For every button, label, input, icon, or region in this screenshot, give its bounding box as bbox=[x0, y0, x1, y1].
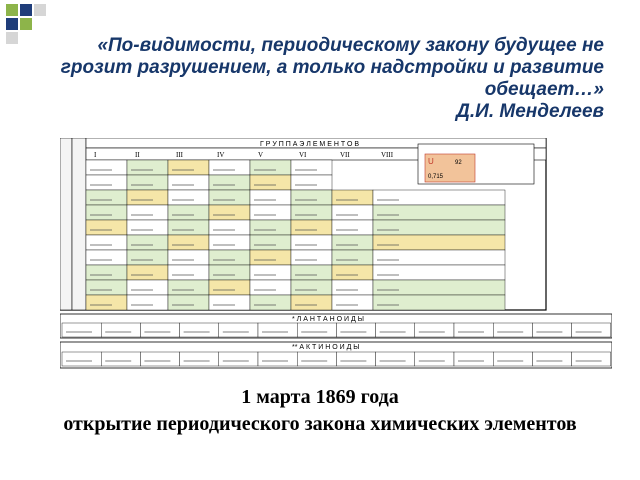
element-cell bbox=[291, 205, 332, 220]
element-cell bbox=[209, 190, 250, 205]
element-cell bbox=[250, 235, 291, 250]
element-cell bbox=[168, 250, 209, 265]
element-cell bbox=[250, 295, 291, 310]
discovery-date: 1 марта 1869 года bbox=[241, 386, 399, 408]
quote-author: Д.И. Менделеев bbox=[456, 101, 604, 122]
element-cell bbox=[332, 250, 373, 265]
element-cell bbox=[209, 160, 250, 175]
element-cell bbox=[250, 160, 291, 175]
element-cell bbox=[168, 175, 209, 190]
element-cell bbox=[127, 160, 168, 175]
element-cell bbox=[291, 250, 332, 265]
element-cell bbox=[209, 265, 250, 280]
series-cell bbox=[62, 352, 101, 366]
element-cell bbox=[168, 160, 209, 175]
element-cell bbox=[168, 265, 209, 280]
series-cell bbox=[140, 352, 179, 366]
series-cell bbox=[297, 352, 336, 366]
decor-square bbox=[6, 18, 18, 30]
decor-square bbox=[20, 4, 32, 16]
series-cell bbox=[532, 323, 571, 337]
series-cell bbox=[493, 323, 532, 337]
element-cell bbox=[332, 280, 373, 295]
group-label: I bbox=[94, 151, 97, 159]
element-cell bbox=[209, 280, 250, 295]
decor-square bbox=[6, 4, 18, 16]
element-cell bbox=[373, 280, 505, 295]
svg-text:0,715: 0,715 bbox=[428, 174, 444, 180]
element-cell bbox=[373, 220, 505, 235]
element-cell bbox=[127, 280, 168, 295]
element-cell bbox=[250, 220, 291, 235]
element-cell bbox=[168, 190, 209, 205]
series-cell bbox=[258, 352, 297, 366]
element-cell bbox=[373, 235, 505, 250]
series-cell bbox=[376, 352, 415, 366]
series-cell bbox=[532, 352, 571, 366]
element-cell bbox=[209, 205, 250, 220]
element-cell bbox=[86, 175, 127, 190]
discovery-subtitle: открытие периодического закона химических элементов bbox=[63, 413, 577, 435]
series-cell bbox=[101, 323, 140, 337]
group-label: VI bbox=[299, 151, 307, 159]
element-cell bbox=[168, 235, 209, 250]
element-cell bbox=[209, 235, 250, 250]
series-cell bbox=[140, 323, 179, 337]
element-cell bbox=[250, 190, 291, 205]
series-cell bbox=[180, 352, 219, 366]
element-cell bbox=[291, 190, 332, 205]
series-cell bbox=[62, 323, 101, 337]
decor-square bbox=[20, 18, 32, 30]
element-cell bbox=[250, 265, 291, 280]
element-cell bbox=[127, 190, 168, 205]
series-cell bbox=[336, 352, 375, 366]
element-cell bbox=[86, 295, 127, 310]
series-cell bbox=[376, 323, 415, 337]
element-cell bbox=[250, 280, 291, 295]
element-cell bbox=[209, 220, 250, 235]
series-cell bbox=[219, 323, 258, 337]
series-cell bbox=[454, 352, 493, 366]
series-cell bbox=[454, 323, 493, 337]
element-cell bbox=[373, 190, 505, 205]
series-cell bbox=[493, 352, 532, 366]
series-cell bbox=[415, 323, 454, 337]
element-cell bbox=[332, 265, 373, 280]
element-cell bbox=[373, 265, 505, 280]
actinides-title: ** А К Т И Н О И Д Ы bbox=[292, 344, 360, 351]
series-cell bbox=[219, 352, 258, 366]
element-cell bbox=[86, 205, 127, 220]
decor-square bbox=[34, 4, 46, 16]
element-cell bbox=[250, 205, 291, 220]
element-cell bbox=[332, 235, 373, 250]
element-cell bbox=[127, 265, 168, 280]
element-cell bbox=[86, 235, 127, 250]
element-cell bbox=[332, 220, 373, 235]
element-cell bbox=[291, 160, 332, 175]
svg-text:92: 92 bbox=[455, 160, 462, 166]
element-cell bbox=[127, 220, 168, 235]
element-cell bbox=[332, 295, 373, 310]
series-cell bbox=[572, 323, 611, 337]
element-cell bbox=[250, 250, 291, 265]
element-cell bbox=[250, 175, 291, 190]
table-header-title: Г Р У П П А Э Л Е М Е Н Т О В bbox=[260, 141, 360, 148]
element-cell bbox=[373, 295, 505, 310]
series-cell bbox=[336, 323, 375, 337]
element-cell bbox=[209, 250, 250, 265]
group-label: VII bbox=[340, 151, 350, 159]
group-label: V bbox=[258, 151, 264, 159]
element-cell bbox=[86, 280, 127, 295]
element-cell bbox=[291, 265, 332, 280]
periodic-table-image bbox=[60, 138, 612, 376]
group-label: II bbox=[135, 151, 140, 159]
group-label: IV bbox=[217, 151, 225, 159]
series-cell bbox=[415, 352, 454, 366]
element-cell bbox=[291, 220, 332, 235]
decor-square bbox=[6, 32, 18, 44]
quote-text: «По-видимости, периодическому закону будущее не грозит разрушением, а только надстройки и развитие обещает…» bbox=[60, 35, 604, 100]
element-cell bbox=[291, 175, 332, 190]
element-cell bbox=[127, 205, 168, 220]
svg-text:U: U bbox=[428, 157, 434, 166]
group-label: VIII bbox=[381, 151, 394, 159]
element-cell bbox=[86, 250, 127, 265]
element-cell bbox=[291, 280, 332, 295]
element-cell bbox=[127, 235, 168, 250]
series-cell bbox=[258, 323, 297, 337]
element-cell bbox=[86, 265, 127, 280]
group-label: III bbox=[176, 151, 183, 159]
element-cell bbox=[168, 205, 209, 220]
element-cell bbox=[127, 295, 168, 310]
series-cell bbox=[101, 352, 140, 366]
element-cell bbox=[291, 235, 332, 250]
series-cell bbox=[180, 323, 219, 337]
element-cell bbox=[209, 295, 250, 310]
quote-block bbox=[40, 35, 604, 123]
series-cell bbox=[572, 352, 611, 366]
element-cell bbox=[373, 250, 505, 265]
element-cell bbox=[168, 280, 209, 295]
element-cell bbox=[127, 175, 168, 190]
element-cell bbox=[332, 205, 373, 220]
element-cell bbox=[291, 295, 332, 310]
element-cell bbox=[168, 220, 209, 235]
element-cell bbox=[168, 295, 209, 310]
element-cell bbox=[373, 205, 505, 220]
element-cell bbox=[86, 160, 127, 175]
lanthanides-title: * Л А Н Т А Н О И Д Ы bbox=[292, 316, 364, 323]
element-cell bbox=[86, 220, 127, 235]
element-cell bbox=[332, 190, 373, 205]
element-cell bbox=[127, 250, 168, 265]
element-cell bbox=[209, 175, 250, 190]
series-cell bbox=[297, 323, 336, 337]
element-cell bbox=[86, 190, 127, 205]
